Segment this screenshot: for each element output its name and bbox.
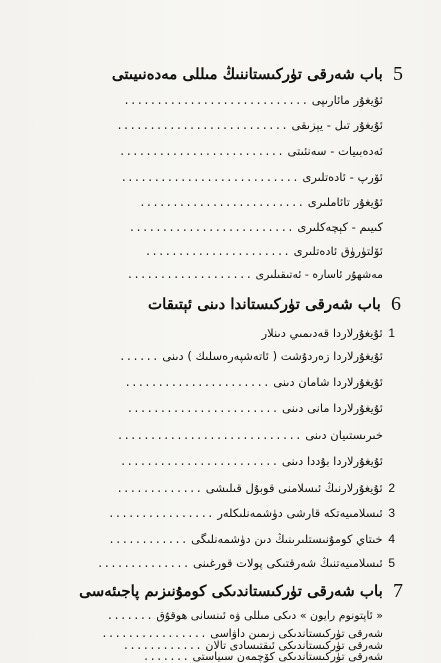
toc-leader-dots: ......................... <box>128 223 294 235</box>
toc-entry[interactable] <box>143 651 383 663</box>
toc-entry-text: شەرقى تۈركىستاندىكى ئىقتىسادى تالان <box>205 639 383 652</box>
toc-entry-text: شەرقى تۈركىستاندىكى كۆچمەن سىياستى <box>192 650 383 663</box>
toc-entry[interactable] <box>123 95 383 108</box>
toc-leader-dots: ......................... <box>118 147 284 159</box>
toc-entry[interactable] <box>119 351 383 364</box>
toc-entry[interactable] <box>127 403 383 416</box>
toc-entry[interactable] <box>108 507 395 521</box>
toc-entry[interactable] <box>120 456 383 469</box>
toc-leader-dots: ............................ <box>123 96 309 108</box>
toc-entry-text: ئۇيغۇر مائارىپى <box>311 93 383 107</box>
toc-entry-text: شەرقى تۈركىستاندىكى زىمىن داۋاسى <box>210 627 383 640</box>
toc-entry-text: ئىسلامىيەتكە قارشى دۈشمەنلىكلەر <box>217 506 383 520</box>
toc-entry[interactable] <box>117 430 383 443</box>
toc-entry[interactable] <box>262 327 395 340</box>
toc-entry[interactable] <box>129 222 383 235</box>
toc-entry[interactable] <box>107 610 383 623</box>
toc-leader-dots: ...... <box>119 352 159 364</box>
toc-leader-dots: ............. <box>116 484 203 496</box>
toc-entry[interactable] <box>116 120 383 133</box>
toc-leader-dots: ...................... <box>144 247 290 259</box>
toc-entry-text: ئۇيغۇرلاردا زەردۇشت ( ئاتەشپەرەسلىك ) دىنى <box>162 349 383 363</box>
toc-entry-number: 1 <box>388 326 395 340</box>
chapter-7-number: 7 <box>393 580 403 602</box>
toc-entry-text: كىيىم - كېچەكلىرى <box>297 220 383 234</box>
toc-entry-text: ئۇيغۇر تىل - يېزىقى <box>291 118 383 132</box>
toc-entry-text: « ئاپتونوم رايون » دىكى مىللى ۋە ئىنسانى ھوقۇق <box>156 609 383 622</box>
toc-leader-dots: .......................... <box>116 121 288 133</box>
toc-leader-dots: ........................... <box>120 173 299 185</box>
toc-entry-text: مەشھۇر ئاسارە - ئەتىقىلىرى <box>255 268 383 281</box>
chapter-6-heading[interactable] <box>148 294 401 314</box>
toc-entry-text: ئۆرپ - ئادەتلىرى <box>302 170 383 184</box>
chapter-5-number: 5 <box>393 63 403 85</box>
toc-entry[interactable] <box>127 269 383 282</box>
toc-entry[interactable] <box>116 482 395 496</box>
toc-entry-text: ئۇيغۇرلاردا شامان دىنى <box>273 375 383 389</box>
toc-leader-dots: ....... <box>106 611 153 623</box>
toc-entry-text: ئۇيغۇرلاردا مانى دىنى <box>282 401 383 415</box>
toc-leader-dots: ....... <box>142 652 189 663</box>
toc-entry-text: خىتاي كومۇنىستلىرىنىڭ دىن دۈشمەنلىگى <box>191 532 383 546</box>
toc-leader-dots: ........................ <box>119 457 279 469</box>
toc-entry-number: 3 <box>388 506 395 520</box>
chapter-5-title: باب شەرقى تۈركىستاننىڭ مىللى مەدەنىيىتى <box>111 65 383 83</box>
toc-leader-dots: ............ <box>108 535 188 547</box>
chapter-7-title: باب شەرقى تۈركىستاندىكى كومۇنىزىم پاجىئەسى <box>79 582 383 600</box>
toc-entry-text: ئۆلتۈرۈق ئادەتلىرى <box>293 244 383 258</box>
toc-leader-dots: .............. <box>96 559 190 571</box>
toc-entry-number: 4 <box>388 532 395 546</box>
toc-entry[interactable] <box>119 146 383 159</box>
toc-entry[interactable] <box>108 533 395 547</box>
toc-entry-number: 5 <box>388 556 395 570</box>
chapter-7-heading[interactable] <box>79 581 403 601</box>
toc-entry[interactable] <box>124 377 383 390</box>
toc-entry-text: ئۇيغۇرلارنىڭ ئىسلامنى قوبۇل قىلىشى <box>205 481 383 495</box>
chapter-5-heading[interactable] <box>112 64 403 84</box>
toc-entry[interactable] <box>145 246 383 259</box>
toc-entry-text: ئەدەبىيات - سەنئىتى <box>287 144 383 158</box>
chapter-6-title: باب شەرقى تۈركىستاندا دىنى ئېتىقات <box>148 295 381 313</box>
chapter-6-number: 6 <box>391 293 401 315</box>
toc-leader-dots: ...................... <box>124 378 270 390</box>
toc-entry-text: ئۇيغۇرلاردا قەدىمىي دىنلار <box>261 326 383 340</box>
toc-entry-text: خىرىستىيان دىنى <box>305 428 383 442</box>
toc-leader-dots: ....................... <box>126 404 279 416</box>
toc-leader-dots: ................ <box>101 629 207 641</box>
toc-leader-dots: ............ <box>122 641 202 653</box>
toc-leader-dots: ................... <box>126 270 253 282</box>
toc-entry-text: ئۇيغۇرلاردا بۇددا دىنى <box>281 454 383 468</box>
toc-entry[interactable] <box>97 557 395 571</box>
toc-leader-dots: ......................... <box>139 198 305 210</box>
toc-entry[interactable] <box>139 197 383 210</box>
toc-entry[interactable] <box>120 172 383 185</box>
toc-entry-text: ئۇيغۇر تائاملىرى <box>307 195 383 209</box>
toc-entry-number: 2 <box>388 481 395 495</box>
toc-leader-dots: ............................ <box>116 431 302 443</box>
toc-entry-text: ئىسلامىيەتنىڭ شەرقتىكى پولات قورغىنى <box>193 556 383 570</box>
toc-leader-dots: ................ <box>108 509 214 521</box>
